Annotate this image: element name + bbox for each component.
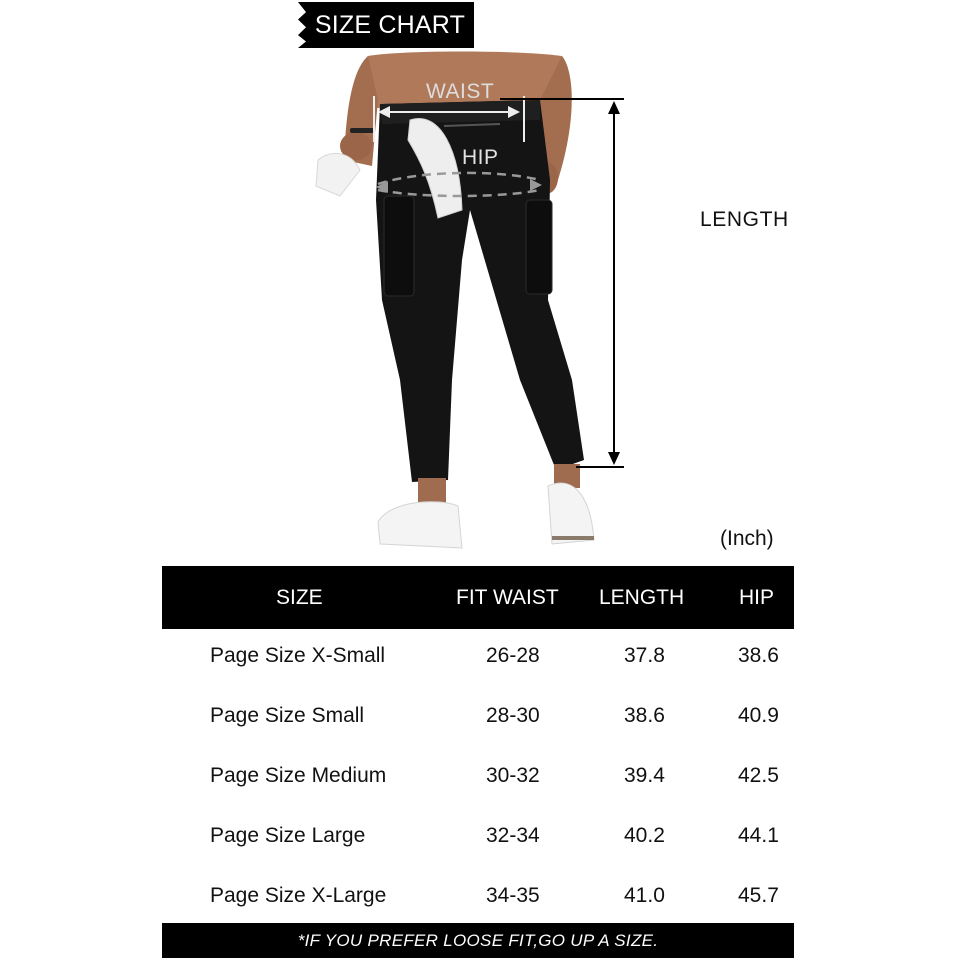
table-row <box>162 626 794 686</box>
column-header-size: SIZE <box>276 586 323 609</box>
hip-cell: 40.9 <box>738 704 779 727</box>
length-cell: 37.8 <box>624 644 665 667</box>
size-cell: Page Size Large <box>210 824 366 847</box>
column-header-length: LENGTH <box>599 586 685 609</box>
table-header <box>162 566 794 629</box>
table-row <box>162 746 794 806</box>
fit-waist-cell: 34-35 <box>486 884 540 907</box>
length-cell: 40.2 <box>624 824 665 847</box>
unit-note: (Inch) <box>720 527 774 550</box>
length-cell: 41.0 <box>624 884 665 907</box>
hip-label: HIP <box>462 146 499 169</box>
fit-footnote: *IF YOU PREFER LOOSE FIT,GO UP A SIZE. <box>162 923 794 958</box>
size-cell: Page Size X-Small <box>210 644 386 667</box>
fit-waist-cell: 32-34 <box>486 824 540 847</box>
waist-label: WAIST <box>426 80 495 103</box>
length-label: LENGTH <box>700 208 789 231</box>
length-cell: 38.6 <box>624 704 665 727</box>
fit-waist-cell: 28-30 <box>486 704 540 727</box>
hip-cell: 45.7 <box>738 884 779 907</box>
column-header-hip: HIP <box>739 586 775 609</box>
table-row <box>162 866 794 926</box>
sneakers <box>378 464 594 548</box>
size-cell: Page Size Medium <box>210 764 387 787</box>
fit-waist-cell: 26-28 <box>486 644 540 667</box>
size-chart-title: SIZE CHART <box>306 2 474 48</box>
fit-waist-cell: 30-32 <box>486 764 540 787</box>
size-table <box>162 566 794 926</box>
size-cell: Page Size X-Large <box>210 884 387 907</box>
hip-cell: 38.6 <box>738 644 779 667</box>
size-cell: Page Size Small <box>210 704 365 727</box>
length-cell: 39.4 <box>624 764 665 787</box>
column-header-fit-waist: FIT WAIST <box>456 586 559 609</box>
table-row <box>162 686 794 746</box>
hip-cell: 42.5 <box>738 764 779 787</box>
table-row <box>162 806 794 866</box>
hip-cell: 44.1 <box>738 824 779 847</box>
